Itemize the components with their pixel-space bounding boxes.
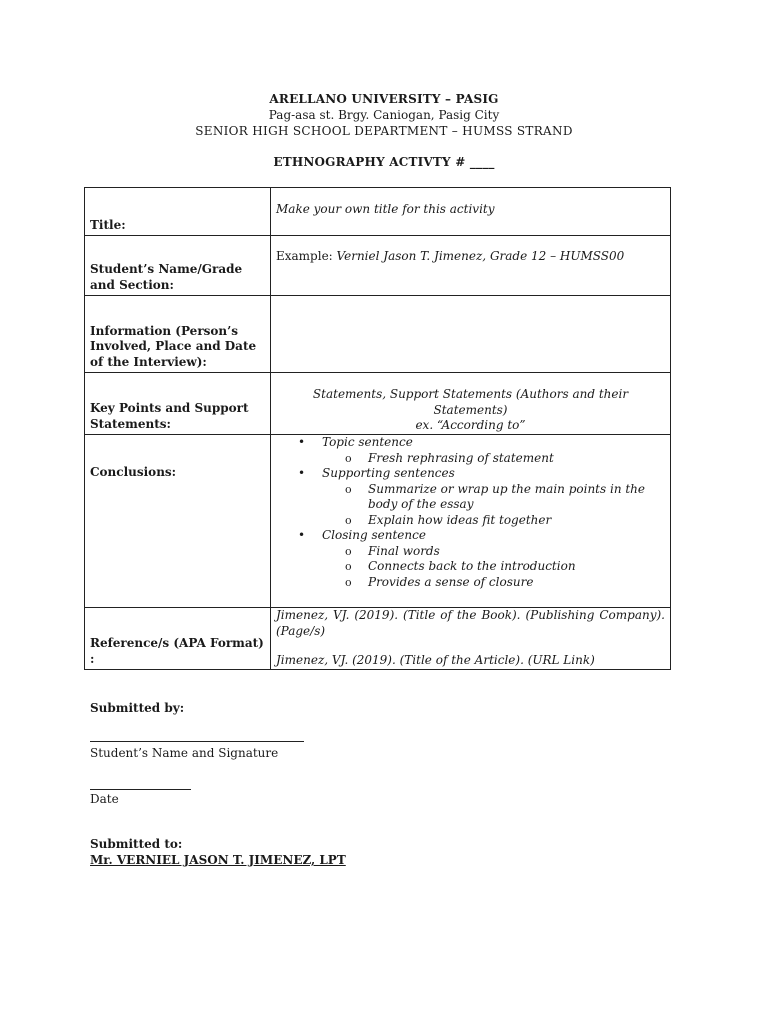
submitted-by-label: Submitted by: xyxy=(90,701,185,715)
sub-list xyxy=(322,544,665,591)
information-label: Information (Person’s Involved, Place and Date of the Interview): xyxy=(85,296,271,373)
circle-bullet-icon: o xyxy=(345,513,352,527)
list-item xyxy=(276,466,665,528)
bullet-icon: • xyxy=(298,466,306,480)
list-item xyxy=(276,435,665,466)
signature-line xyxy=(90,741,304,742)
row-references xyxy=(85,608,671,670)
sub-list-item-text: Explain how ideas fit together xyxy=(368,512,552,527)
list-item-text: Topic sentence xyxy=(322,435,413,449)
row-information xyxy=(85,296,671,373)
student-label: Student’s Name/Grade and Section: xyxy=(85,236,271,296)
title-label: Title: xyxy=(85,188,271,236)
sub-list-item xyxy=(322,559,665,575)
reference-1: Jimenez, VJ. (2019). (Title of the Book). (Publishing Company). (Page/s) xyxy=(276,608,665,638)
date-line xyxy=(90,789,191,790)
sub-list-item-text: Connects back to the introduction xyxy=(368,559,576,573)
row-conclusions xyxy=(85,435,671,608)
activity-title: ETHNOGRAPHY ACTIVTY # ____ xyxy=(273,155,495,169)
references-label: Reference/s (APA Format) : xyxy=(85,608,271,670)
submitted-to-label: Submitted to: xyxy=(90,837,183,851)
information-value-cell[interactable] xyxy=(271,296,671,373)
sub-list-item xyxy=(322,482,665,513)
signature-caption: Student’s Name and Signature xyxy=(90,746,279,760)
key-points-line2: ex. “According to” xyxy=(415,418,526,432)
reference-2: Jimenez, VJ. (2019). (Title of the Article). (URL Link) xyxy=(276,653,595,667)
department-name: SENIOR HIGH SCHOOL DEPARTMENT – HUMSS STRAND xyxy=(195,124,573,138)
row-student xyxy=(85,236,671,296)
list-item xyxy=(276,528,665,590)
sub-list-item xyxy=(322,451,665,467)
sub-list-item-text: Summarize or wrap up the main points in the body of the essay xyxy=(368,481,646,511)
conclusions-value-cell[interactable] xyxy=(271,435,671,608)
list-item-text: Closing sentence xyxy=(322,528,426,542)
sub-list-item-text: Provides a sense of closure xyxy=(368,574,534,589)
student-value-cell[interactable] xyxy=(271,236,671,296)
sub-list-item xyxy=(322,513,665,529)
student-example-value: Verniel Jason T. Jimenez, Grade 12 – HUMSS00 xyxy=(336,249,625,263)
key-points-line1: Statements, Support Statements (Authors and their Statements) xyxy=(312,387,629,417)
key-points-value-cell[interactable] xyxy=(271,373,671,435)
circle-bullet-icon: o xyxy=(345,575,352,589)
circle-bullet-icon: o xyxy=(345,560,352,573)
conclusions-list xyxy=(276,435,665,590)
conclusions-label-text: Conclusions: xyxy=(90,465,177,479)
university-address: Pag-asa st. Brgy. Caniogan, Pasig City xyxy=(268,108,500,122)
row-title xyxy=(85,188,671,236)
sub-list-item-text: Final words xyxy=(368,543,440,558)
date-caption: Date xyxy=(90,792,119,806)
activity-form-table xyxy=(84,187,671,670)
row-key-points xyxy=(85,373,671,435)
student-example-prefix: Example: xyxy=(276,249,337,263)
bullet-icon: • xyxy=(298,528,306,542)
student-example xyxy=(276,236,665,265)
list-item-text: Supporting sentences xyxy=(322,466,455,480)
university-name: ARELLANO UNIVERSITY – PASIG xyxy=(269,92,499,106)
bullet-icon: • xyxy=(298,435,306,449)
sub-list-item xyxy=(322,575,665,591)
title-value-cell[interactable] xyxy=(271,188,671,236)
key-points-label: Key Points and Support Statements: xyxy=(85,373,271,435)
sub-list xyxy=(322,451,665,467)
references-value-cell[interactable] xyxy=(271,608,671,670)
circle-bullet-icon: o xyxy=(345,451,352,465)
conclusions-label xyxy=(85,435,271,608)
circle-bullet-icon: o xyxy=(345,544,352,558)
sub-list-item xyxy=(322,544,665,560)
sub-list xyxy=(322,482,665,529)
circle-bullet-icon: o xyxy=(345,482,352,496)
teacher-name: Mr. VERNIEL JASON T. JIMENEZ, LPT xyxy=(90,853,346,867)
title-value: Make your own title for this activity xyxy=(276,202,495,216)
sub-list-item-text: Fresh rephrasing of statement xyxy=(368,450,554,465)
